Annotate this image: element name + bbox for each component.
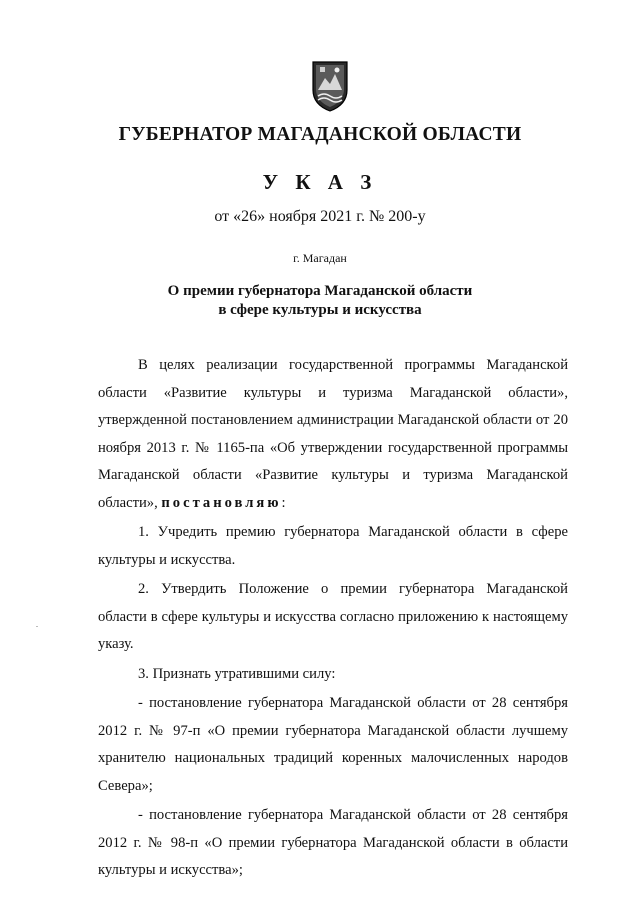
decree-word: постановляю <box>161 494 282 511</box>
document-subject <box>0 282 640 320</box>
item-3-subitem-a: - постановление губернатора Магаданской области от 28 сентября 2012 г. № 97-п «О премии губернатора Магаданской области лучшему хранителю национальных традиций коренных малочисленных народов Севера»; <box>98 695 568 794</box>
document-date-number: от «26» ноября 2021 г. № 200-у <box>214 208 426 225</box>
item-3-subitem-b: - постановление губернатора Магаданской области от 28 сентября 2012 г. № 98-п «О премии губернатора Магаданской области в области культуры и искусства»; <box>98 807 568 878</box>
document-type: У К А З <box>262 170 378 194</box>
decree-colon: : <box>281 494 286 511</box>
preamble-paragraph <box>98 352 568 517</box>
subject-line-2: в сфере культуры и искусства <box>218 302 422 318</box>
item-3: 3. Признать утратившими силу: <box>138 665 336 682</box>
document-place: г. Магадан <box>293 251 347 265</box>
subject-line-1: О премии губернатора Магаданской области <box>167 283 473 299</box>
authority-title: ГУБЕРНАТОР МАГАДАНСКОЙ ОБЛАСТИ <box>118 124 522 145</box>
document-body <box>98 352 568 885</box>
preamble-text: В целях реализации государственной программы Магаданской области «Развитие культуры и туризма Магаданской области», утвержденной постановлением администрации Магаданской области от 20 ноября 2013 г. № 1165-па «Об утверждении государственной программы Магаданской области «Развитие культуры и туризма Магаданской области», <box>98 357 568 511</box>
item-2: 2. Утвердить Положение о премии губернатора Магаданской области в сфере культуры и искусства согласно приложению к настоящему указу. <box>98 581 568 652</box>
scan-margin-mark <box>36 626 38 627</box>
item-1: 1. Учредить премию губернатора Магаданской области в сфере культуры и искусства. <box>98 524 568 568</box>
magadan-coat-of-arms-icon <box>310 60 350 112</box>
